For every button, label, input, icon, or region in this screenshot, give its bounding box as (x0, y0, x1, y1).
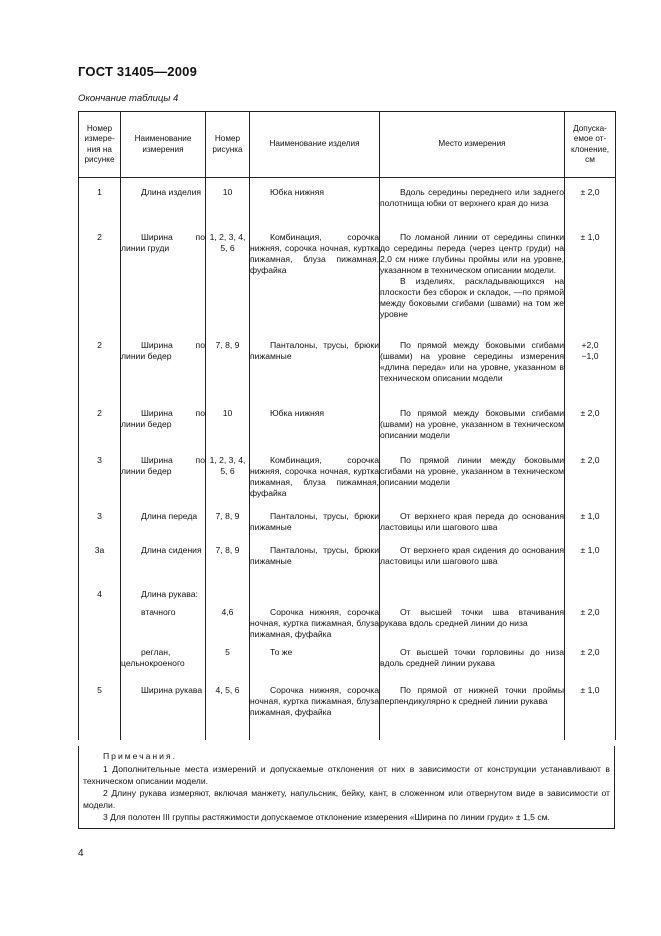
cell-tol: ± 2,0 (565, 607, 616, 647)
table-row (79, 455, 616, 511)
cell-fig: 10 (206, 178, 250, 232)
notes-heading: Примечания. (103, 751, 178, 761)
cell-name: Ширина рукава (121, 685, 206, 740)
cell-tol: ± 2,0 (565, 408, 616, 455)
cell-item: То же (250, 647, 380, 685)
cell-tol (565, 340, 616, 408)
cell-fig: 7, 8, 9 (206, 340, 250, 408)
cell-name: Ширина по линии бедер (121, 455, 206, 511)
note-1: 1 Дополнительные места измерений и допускаемые отклонения от них в зависимости от конструкции устанавливают в техническом описании модели. (83, 764, 610, 786)
cell-item: Юбка нижняя (250, 178, 380, 232)
table-row (79, 589, 616, 607)
place-paragraph: В изделиях, раскладывающихся на плоскости без сборок и складок, —по прямой между боковыми сгибами (швами) на том же уровне (380, 275, 564, 319)
header-item: Наименование изделия (250, 112, 380, 178)
cell-place: По прямой между боковыми сгибами (швами) на уровне середины измерения «длина переда» или на уровне, указанном в техническом описании модели (380, 340, 565, 408)
cell-item: Комбинация, сорочка нижняя, сорочка ночная, куртка пижамная, блуза пижамная, фуфайка (250, 455, 380, 511)
table-row (79, 647, 616, 685)
header-name: Наименование измерения (121, 112, 206, 178)
cell-num: 4 (79, 589, 121, 607)
table-row (79, 408, 616, 455)
table-row (79, 685, 616, 740)
cell-place: Вдоль середины переднего или заднего полотнища юбки от верхнего края до низа (380, 178, 565, 232)
header-num: Номер измерения на рисунке (79, 112, 121, 178)
table-row (79, 340, 616, 408)
cell-fig: 1, 2, 3, 4, 5, 6 (206, 232, 250, 340)
cell-item: Сорочка нижняя, сорочка ночная, куртка пижамная, блуза пижамная, фуфайка (250, 685, 380, 740)
cell-num (79, 607, 121, 647)
note-2: 2 Длину рукава измеряют, включая манжету, напульсник, бейку, кант, в сложенном или отвернутом виде в зависимости от модели. (83, 788, 610, 810)
cell-name: Ширина по линии бедер (121, 408, 206, 455)
cell-fig: 4,6 (206, 607, 250, 647)
table-row (79, 545, 616, 589)
standard-title: ГОСТ 31405—2009 (78, 64, 197, 79)
cell-place (380, 232, 565, 340)
cell-tol: ± 1,0 (565, 232, 616, 340)
table-row (79, 232, 616, 340)
cell-num: 3 (79, 511, 121, 545)
cell-fig: 4, 5, 6 (206, 685, 250, 740)
table-row (79, 178, 616, 232)
cell-num: 1 (79, 178, 121, 232)
cell-tol: ± 2,0 (565, 647, 616, 685)
cell-num: 5 (79, 685, 121, 740)
cell-num: 3 (79, 455, 121, 511)
cell-item (250, 589, 380, 607)
cell-place: От высшей точки горловины до низа вдоль средней линии рукава (380, 647, 565, 685)
cell-fig (206, 589, 250, 607)
cell-item: Сорочка нижняя, сорочка ночная, куртка пижамная, блуза пижамная, фуфайка (250, 607, 380, 647)
header-place: Место измерения (380, 112, 565, 178)
cell-fig: 7, 8, 9 (206, 511, 250, 545)
cell-name: Длина переда (121, 511, 206, 545)
cell-name: Длина рукава: (121, 589, 206, 607)
cell-num: 2 (79, 232, 121, 340)
cell-name: Ширина по линии бедер (121, 340, 206, 408)
cell-name: реглан, цельнокроеного (121, 647, 206, 685)
cell-num: 2 (79, 408, 121, 455)
cell-tol: ± 1,0 (565, 545, 616, 589)
cell-place: От верхнего края переда до основания ластовицы или шагового шва (380, 511, 565, 545)
cell-fig: 1, 2, 3, 4, 5, 6 (206, 455, 250, 511)
cell-item: Панталоны, трусы, брюки пижамные (250, 340, 380, 408)
cell-place: По прямой линии между боковыми сгибами на уровне, указанном в техническом описании модели (380, 455, 565, 511)
tol-minus: −1,0 (581, 350, 599, 361)
cell-tol (565, 589, 616, 607)
tol-plus: +2,0 (581, 339, 599, 350)
cell-item: Комбинация, сорочка нижняя, сорочка ночная, куртка пижамная, блуза пижамная, фуфайка (250, 232, 380, 340)
measurements-table (78, 111, 616, 740)
cell-place: По прямой от нижней точки проймы перпендикулярно к средней линии рукава (380, 685, 565, 740)
cell-tol: ± 1,0 (565, 511, 616, 545)
cell-name: втачного (121, 607, 206, 647)
place-paragraph: По ломаной линии от середины спинки до середины переда (через центр груди) на 2,0 см ниже глубины проймы или на уровне, указанном в техническом описании модели. (380, 231, 564, 275)
cell-name: Длина изделия (121, 178, 206, 232)
cell-tol: ± 2,0 (565, 178, 616, 232)
cell-num: 3а (79, 545, 121, 589)
header-fig: Номер рисунка (206, 112, 250, 178)
cell-fig: 7, 8, 9 (206, 545, 250, 589)
cell-place (380, 589, 565, 607)
cell-item: Юбка нижняя (250, 408, 380, 455)
note-3: 3 Для полотен III группы растяжимости допускаемое отклонение измерения «Ширина по линии груди» ± 1,5 см. (103, 812, 550, 822)
cell-num: 2 (79, 340, 121, 408)
table-row (79, 511, 616, 545)
table-header-row (79, 112, 616, 178)
cell-place: От верхнего края сидения до основания ластовицы или шагового шва (380, 545, 565, 589)
table-row (79, 607, 616, 647)
cell-item: Панталоны, трусы, брюки пижамные (250, 511, 380, 545)
cell-name: Ширина по линии груди (121, 232, 206, 340)
cell-tol: ± 2,0 (565, 455, 616, 511)
cell-place: По прямой между боковыми сгибами (швами) на уровне, указанном в техническом описании модели (380, 408, 565, 455)
cell-name: Длина сидения (121, 545, 206, 589)
notes-block (78, 746, 615, 829)
cell-num (79, 647, 121, 685)
cell-item: Панталоны, трусы, брюки пижамные (250, 545, 380, 589)
header-tol: Допускаемое отклонение, см (565, 112, 616, 178)
cell-fig: 10 (206, 408, 250, 455)
cell-place: От высшей точки шва втачивания рукава вдоль средней линии до низа (380, 607, 565, 647)
page-number: 4 (78, 848, 84, 859)
table-caption: Окончание таблицы 4 (78, 93, 179, 104)
cell-fig: 5 (206, 647, 250, 685)
cell-tol: ± 1,0 (565, 685, 616, 740)
